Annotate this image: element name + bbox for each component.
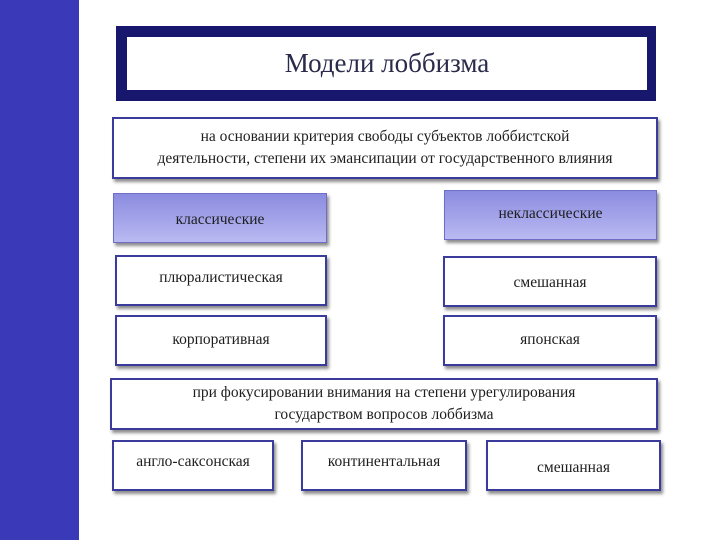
pluralistic-box: плюралистическая — [115, 255, 327, 306]
japanese-box: японская — [443, 315, 657, 366]
continental-box: континентальная — [301, 440, 467, 491]
criterion-regulation-line-1: при фокусировании внимания на степени урегулирования — [192, 383, 576, 401]
side-accent-bar — [0, 0, 79, 540]
criterion-freedom-line-1: на основании критерия свободы субъектов лоббистской — [200, 127, 570, 145]
anglo-saxon-box: англо-саксонская — [112, 440, 274, 491]
criterion-regulation-box — [110, 378, 658, 430]
mixed-box-right: смешанная — [443, 256, 657, 307]
page-title: Модели лоббизма — [127, 37, 647, 90]
corporate-box: корпоративная — [115, 315, 327, 366]
nonclassical-header: неклассические — [444, 190, 657, 240]
criterion-freedom-line-2: деятельности, степени их эмансипации от государственного влияния — [157, 150, 613, 167]
mixed-box-bottom: смешанная — [486, 440, 661, 491]
classical-header: классические — [113, 193, 327, 243]
criterion-freedom-box — [112, 117, 658, 179]
criterion-regulation-line-2: государством вопросов лоббизма — [274, 406, 494, 423]
